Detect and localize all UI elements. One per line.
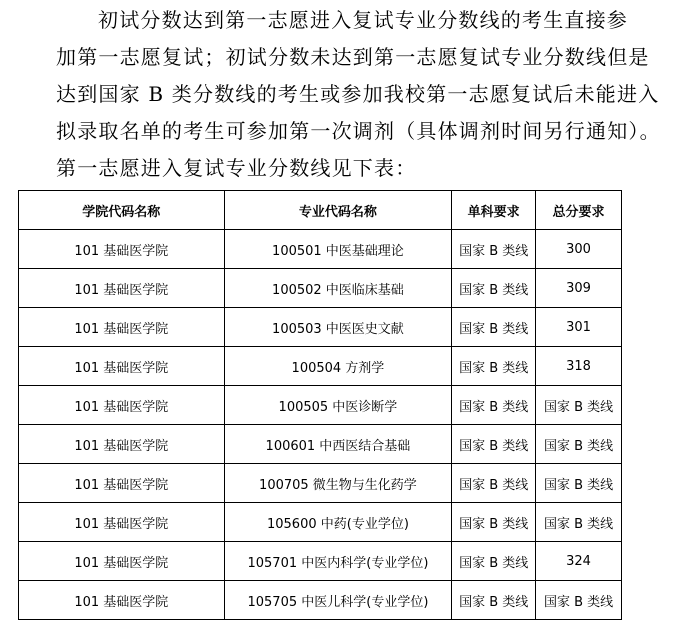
paragraph-line: 拟录取名单的考生可参加第一次调剂（具体调剂时间另行通知）。 [56, 119, 661, 143]
total-score-cell: 国家 B 类线 [536, 386, 622, 425]
total-score-cell: 国家 B 类线 [536, 464, 622, 503]
paragraph-line: 初试分数达到第一志愿进入复试专业分数线的考生直接参 [98, 8, 628, 32]
college-cell: 101 基础医学院 [19, 386, 225, 425]
college-cell: 101 基础医学院 [19, 347, 225, 386]
single-subject-cell: 国家 B 类线 [452, 425, 536, 464]
major-cell: 100501 中医基础理论 [224, 230, 452, 269]
major-cell: 105701 中医内科学(专业学位) [224, 542, 452, 581]
table-row [19, 425, 622, 464]
single-subject-cell: 国家 B 类线 [452, 542, 536, 581]
single-subject-cell: 国家 B 类线 [452, 503, 536, 542]
college-cell: 101 基础医学院 [19, 503, 225, 542]
total-score-cell: 318 [536, 347, 622, 386]
score-table [18, 190, 622, 620]
header-college: 学院代码名称 [19, 191, 225, 230]
table-row [19, 230, 622, 269]
table-header-row [19, 191, 622, 230]
total-score-cell: 国家 B 类线 [536, 503, 622, 542]
college-cell: 101 基础医学院 [19, 542, 225, 581]
table-row [19, 386, 622, 425]
college-cell: 101 基础医学院 [19, 581, 225, 620]
major-cell: 100505 中医诊断学 [224, 386, 452, 425]
college-cell: 101 基础医学院 [19, 230, 225, 269]
major-cell: 100502 中医临床基础 [224, 269, 452, 308]
single-subject-cell: 国家 B 类线 [452, 386, 536, 425]
college-cell: 101 基础医学院 [19, 269, 225, 308]
total-score-cell: 国家 B 类线 [536, 425, 622, 464]
paragraph-line: 达到国家 B 类分数线的考生或参加我校第一志愿复试后未能进入 [56, 82, 660, 106]
table-row [19, 581, 622, 620]
college-cell: 101 基础医学院 [19, 464, 225, 503]
table-row [19, 308, 622, 347]
major-cell: 100504 方剂学 [224, 347, 452, 386]
total-score-cell: 300 [536, 230, 622, 269]
major-cell: 105705 中医儿科学(专业学位) [224, 581, 452, 620]
major-cell: 100705 微生物与生化药学 [224, 464, 452, 503]
table-row [19, 347, 622, 386]
paragraph-line: 第一志愿进入复试专业分数线见下表： [56, 156, 417, 180]
intro-paragraph [56, 2, 661, 187]
table-row [19, 542, 622, 581]
table-row [19, 269, 622, 308]
major-cell: 105600 中药(专业学位) [224, 503, 452, 542]
table-row [19, 464, 622, 503]
header-total-score: 总分要求 [536, 191, 622, 230]
single-subject-cell: 国家 B 类线 [452, 269, 536, 308]
total-score-cell: 324 [536, 542, 622, 581]
paragraph-line: 加第一志愿复试；初试分数未达到第一志愿复试专业分数线但是 [56, 45, 650, 69]
major-cell: 100601 中西医结合基础 [224, 425, 452, 464]
header-single-subject: 单科要求 [452, 191, 536, 230]
single-subject-cell: 国家 B 类线 [452, 581, 536, 620]
college-cell: 101 基础医学院 [19, 308, 225, 347]
single-subject-cell: 国家 B 类线 [452, 230, 536, 269]
total-score-cell: 309 [536, 269, 622, 308]
total-score-cell: 301 [536, 308, 622, 347]
single-subject-cell: 国家 B 类线 [452, 347, 536, 386]
header-major: 专业代码名称 [224, 191, 452, 230]
single-subject-cell: 国家 B 类线 [452, 464, 536, 503]
college-cell: 101 基础医学院 [19, 425, 225, 464]
total-score-cell: 国家 B 类线 [536, 581, 622, 620]
table-row [19, 503, 622, 542]
single-subject-cell: 国家 B 类线 [452, 308, 536, 347]
major-cell: 100503 中医医史文献 [224, 308, 452, 347]
